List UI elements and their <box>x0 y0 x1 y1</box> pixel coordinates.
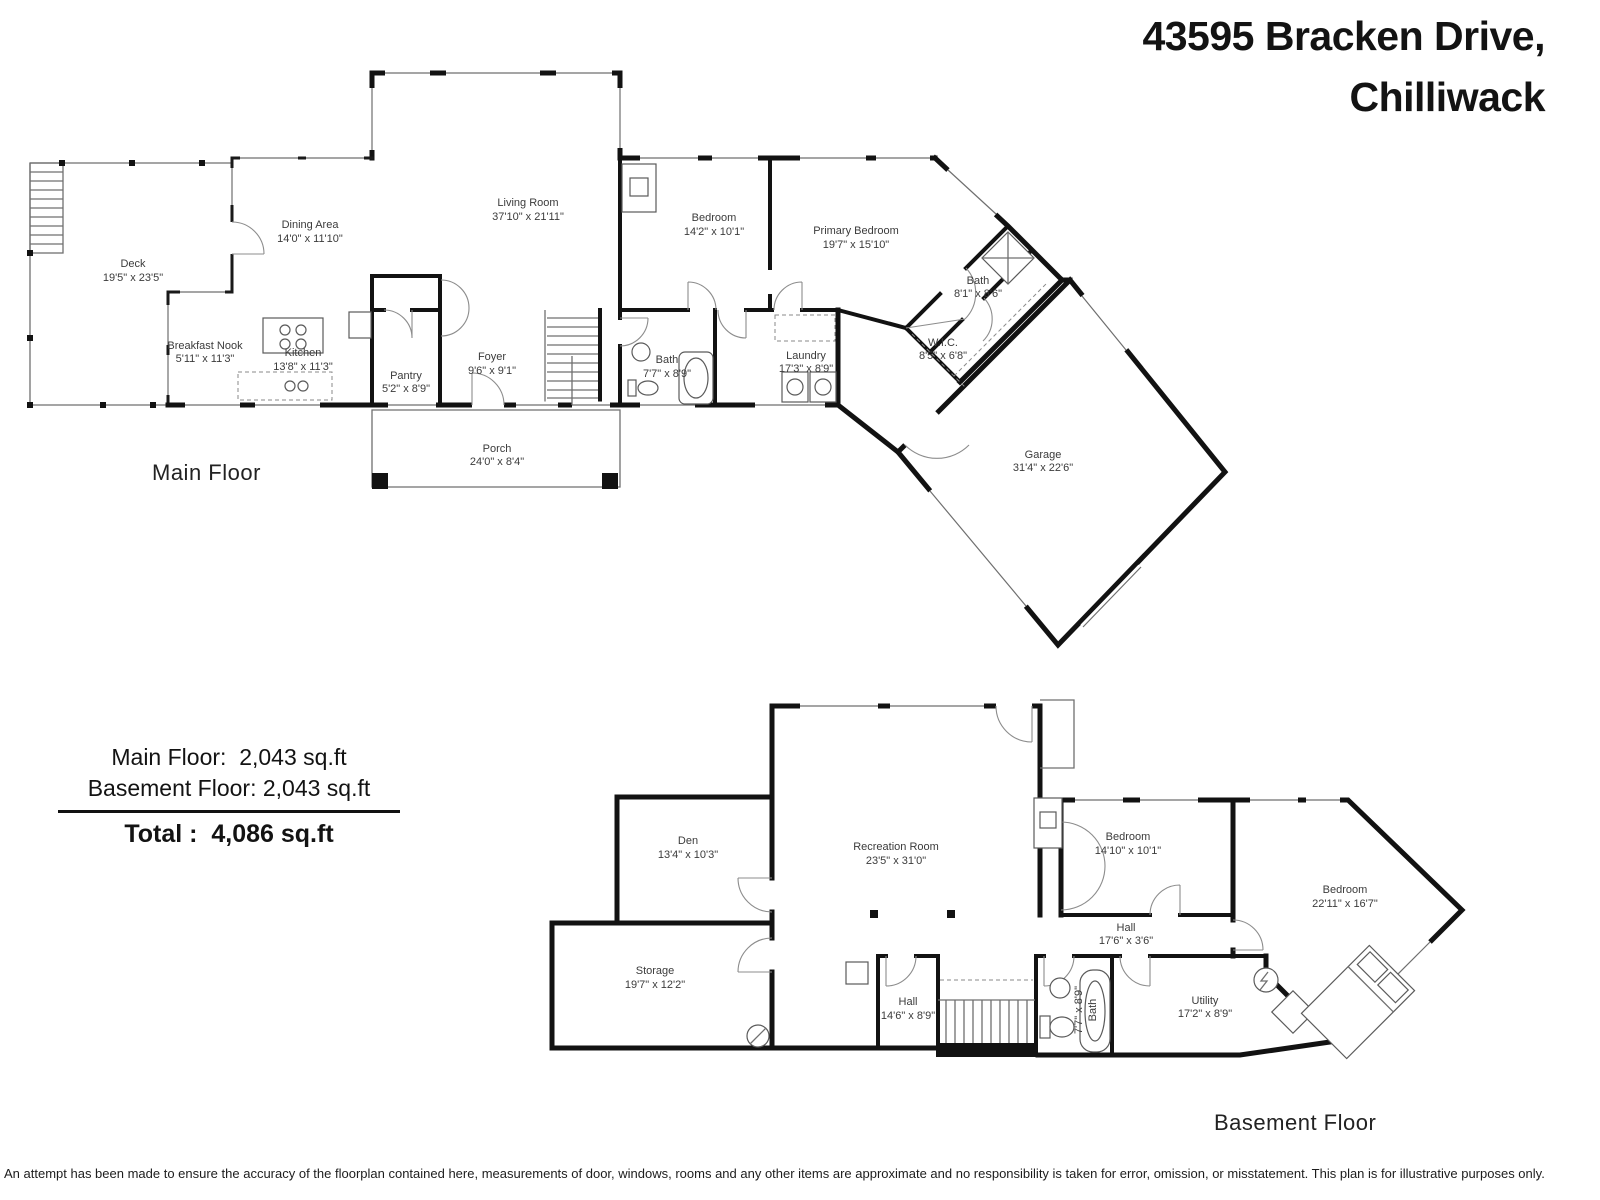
foyer-label: Foyer <box>477 351 507 363</box>
bedroom-closet-doors <box>1061 822 1105 910</box>
garage-label: Garage <box>1024 449 1062 461</box>
kitchen-sink <box>285 381 295 391</box>
corridor-dims: 17'6" x 3'6" <box>1098 935 1154 947</box>
rec-room-label: Recreation Room <box>853 841 939 853</box>
summary-basement-label: Basement Floor: <box>87 774 257 801</box>
basement-room-labels <box>625 831 1378 1034</box>
fridge <box>349 312 371 338</box>
basement-toilet <box>1040 1016 1050 1038</box>
foyer-dims: 9'6" x 9'1" <box>467 365 517 377</box>
primary-bath-label: Bath <box>966 275 990 287</box>
living-label: Living Room <box>497 197 559 209</box>
kitchen-dims: 13'8" x 11'3" <box>273 361 333 373</box>
laundry-label: Laundry <box>786 350 826 362</box>
storage-label: Storage <box>635 965 675 977</box>
breakfast-nook-label: Breakfast Nook <box>167 340 243 352</box>
utility-dims: 17'2" x 8'9" <box>1177 1008 1233 1020</box>
den-label: Den <box>677 835 699 847</box>
bedroom-label: Bedroom <box>691 212 737 224</box>
bath-sink <box>632 343 650 361</box>
disclaimer-text: An attempt has been made to ensure the accuracy of the floorplan contained here, measurements of door, windows, rooms and any other items are approximate and no responsibility is taken for error, omission, or misstatement. This plan is for illustrative purposes only. <box>4 1166 1545 1181</box>
electrical-panel <box>1254 968 1278 992</box>
deck-area <box>27 160 232 408</box>
summary-basement-row <box>58 773 400 804</box>
porch-dims: 24'0" x 8'4" <box>469 456 525 468</box>
wic-dims: 8'5" x 6'8" <box>918 350 968 362</box>
main-floor-plan <box>27 73 1225 645</box>
basement-bath-dims: 7'7" x 8'9" <box>1073 985 1085 1035</box>
title-line2: Chilliwack <box>1349 73 1545 120</box>
living-dims: 37'10" x 21'11" <box>492 211 564 223</box>
pantry-label: Pantry <box>390 370 422 382</box>
rec-room-dims: 23'5" x 31'0" <box>865 855 927 867</box>
breakfast-nook-dims: 5'11" x 11'3" <box>175 353 235 365</box>
summary-main-value: 2,043 sq.ft <box>239 744 347 770</box>
storage-dims: 19'7" x 12'2" <box>624 979 686 991</box>
basement-floor-plan <box>552 700 1462 1059</box>
basement-doors <box>738 706 1263 986</box>
basement-floor-label: Basement Floor <box>1214 1110 1377 1135</box>
garage-entry-door-arc <box>905 445 969 458</box>
porch-label: Porch <box>482 443 512 455</box>
corridor-label: Hall <box>1116 922 1136 934</box>
basement-landing <box>1040 700 1074 768</box>
basement-bath-label: Bath <box>1087 998 1099 1022</box>
basement-bedroom2-label: Bedroom <box>1322 884 1368 896</box>
summary-main-row <box>58 742 400 773</box>
main-floor-label: Main Floor <box>152 460 261 485</box>
pantry-dims: 5'2" x 8'9" <box>381 383 431 395</box>
primary-bath-dims: 8'1" x 8'6" <box>953 288 1003 300</box>
main-bath-dims: 7'7" x 8'9" <box>642 368 692 380</box>
bedroom-dims: 14'2" x 10'1" <box>683 226 745 238</box>
toilet <box>628 380 636 396</box>
window-well <box>846 962 868 984</box>
main-bath-label: Bath <box>655 354 679 366</box>
main-stairs <box>547 318 598 405</box>
dining-dims: 14'0" x 11'10" <box>277 233 343 245</box>
basement-bedroom1-dims: 14'10" x 10'1" <box>1094 845 1162 857</box>
primary-bedroom-dims: 19'7" x 15'10" <box>822 239 890 251</box>
hall-label: Hall <box>898 996 918 1008</box>
den-dims: 13'4" x 10'3" <box>657 849 719 861</box>
summary-total-row <box>58 818 400 851</box>
hall-dims: 14'6" x 8'9" <box>880 1010 936 1022</box>
kitchen-label: Kitchen <box>284 347 322 359</box>
wic-label: W.I.C. <box>928 337 958 349</box>
dining-label: Dining Area <box>281 219 339 231</box>
main-doors <box>232 222 992 458</box>
title-line1: 43595 Bracken Drive, <box>1142 13 1545 59</box>
area-summary <box>58 742 400 851</box>
laundry-dims: 17'3" x 8'9" <box>778 363 834 375</box>
deck-label: Deck <box>120 258 146 270</box>
primary-bedroom-label: Primary Bedroom <box>813 225 899 237</box>
summary-total-label: Total : <box>124 820 198 849</box>
basement-stairs <box>936 980 1037 1057</box>
summary-basement-value: 2,043 sq.ft <box>262 774 371 801</box>
basement-bedroom2-dims: 22'11" x 16'7" <box>1312 898 1378 910</box>
deck-dims: 19'5" x 23'5" <box>102 272 164 284</box>
utility-label: Utility <box>1191 995 1219 1007</box>
summary-main-label: Main Floor: <box>111 744 227 770</box>
basement-bath-sink <box>1050 978 1070 998</box>
summary-divider <box>58 810 400 813</box>
basement-bedroom1-label: Bedroom <box>1105 831 1151 843</box>
page-title <box>1142 6 1545 127</box>
shower <box>982 232 1034 284</box>
summary-total-value: 4,086 sq.ft <box>211 820 334 849</box>
garage-dims: 31'4" x 22'6" <box>1012 462 1074 474</box>
